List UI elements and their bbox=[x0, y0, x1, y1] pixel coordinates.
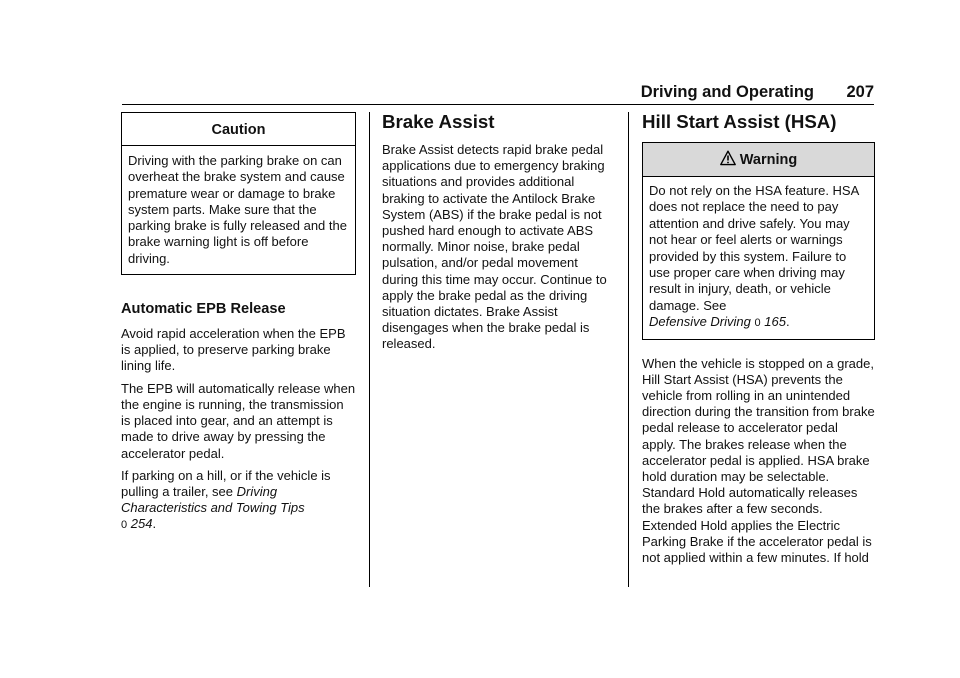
warning-text: Do not rely on the HSA feature. HSA does not replace the need to pay attention and drive safely. You may not hear or feel alerts or warnings provided by this system. Failure to use proper care when driving may result in injury, death, or vehicle damage. See bbox=[649, 183, 859, 313]
section-heading: Hill Start Assist (HSA) bbox=[642, 111, 837, 132]
paragraph bbox=[121, 468, 356, 534]
warning-title-bar bbox=[643, 143, 874, 177]
cross-reference-page: 165 bbox=[764, 314, 786, 330]
column-divider bbox=[628, 112, 629, 587]
section-heading: Brake Assist bbox=[382, 111, 495, 132]
cross-reference-title: Defensive Driving bbox=[649, 314, 751, 330]
warning-text-block bbox=[643, 177, 874, 339]
warning-box bbox=[642, 142, 875, 340]
paragraph: Avoid rapid acceleration when the EPB is applied, to preserve parking brake lining life. bbox=[121, 326, 346, 374]
column-middle bbox=[382, 112, 610, 359]
paragraph: The EPB will automatically release when the engine is running, the transmission is placed into gear, and an attempt is made to drive away by pressing the accelerator pedal. bbox=[121, 380, 356, 461]
page-header bbox=[122, 80, 874, 105]
section-heading: Automatic EPB Release bbox=[121, 301, 286, 318]
column-left bbox=[121, 112, 356, 540]
warning-triangle-icon bbox=[720, 145, 736, 161]
cross-reference-title: Driving Characteristics and Towing Tips bbox=[121, 483, 305, 516]
paragraph: When the vehicle is stopped on a grade, Hill Start Assist (HSA) prevents the vehicle from rolling in an unintended direction during the transition from brake pedal release to accelerator pedal apply. The brakes release when the accelerator pedal is applied. HSA brake hold duration may be selectable. Standard Hold automatically releases the brakes after a few seconds. Extended Hold applies the Electric Parking Brake if the accelerator pedal is not applied within a few minutes. If hold bbox=[642, 355, 875, 566]
column-divider bbox=[369, 112, 370, 587]
paragraph-text: If parking on a hill, or if the vehicle is pulling a trailer, see bbox=[121, 467, 331, 499]
paragraph: Brake Assist detects rapid brake pedal applications due to emergency braking situations and provides additional braking to activate the Antilock Brake System (ABS) if the brake pedal is not pushed hard enough to activate ABS normally. Minor noise, brake pedal pulsation, and/or pedal movement during this time may occur. Continue to apply the brake pedal as the driving situation dictates. Brake Assist disengages when the brake pedal is released. bbox=[382, 142, 607, 352]
warning-title: Warning bbox=[739, 152, 798, 168]
caution-text: Driving with the parking brake on can overheat the brake system and cause premature wear or damage to brake system parts. Make sure that the parking brake is fully released and the brake warning light is off before driving. bbox=[122, 145, 355, 274]
section-title: Driving and Operating bbox=[640, 83, 814, 101]
period: . bbox=[785, 314, 790, 330]
column-right bbox=[642, 112, 875, 572]
page-ref-icon: 0 bbox=[754, 317, 761, 330]
page-number: 207 bbox=[846, 83, 874, 101]
page-ref-icon: 0 bbox=[121, 519, 128, 532]
caution-box bbox=[121, 112, 356, 275]
cross-reference-page: 254 bbox=[130, 516, 153, 532]
caution-title: Caution bbox=[211, 122, 266, 138]
period: . bbox=[152, 516, 157, 532]
